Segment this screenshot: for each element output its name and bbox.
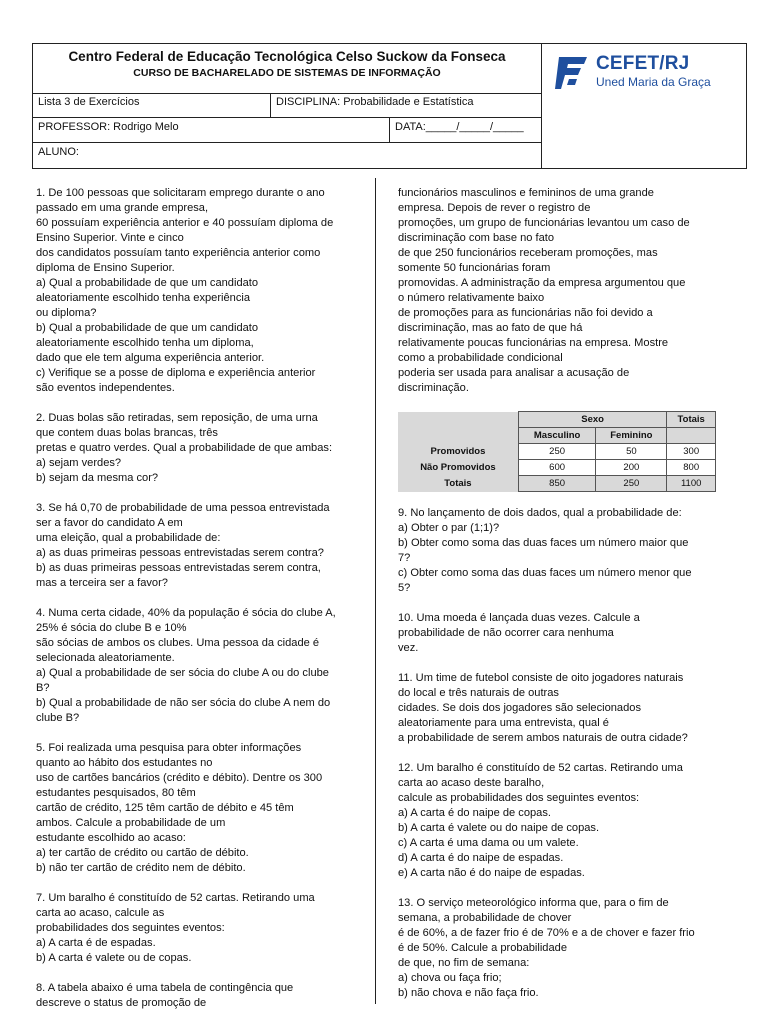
question-line: b) A carta é valete ou do naipe de copas. [398, 822, 600, 834]
question-line: quanto ao hábito dos estudantes no [36, 757, 213, 769]
cell-masculino: 850 [518, 476, 595, 492]
question-block [398, 896, 738, 1001]
question-block [36, 186, 371, 396]
question-line: 60 possuíam experiência anterior e 40 possuíam diploma de [36, 217, 334, 229]
question-line: dos candidatos possuíam tanto experiência anterior como [36, 247, 321, 259]
list-label: Lista 3 de Exercícios [38, 96, 140, 108]
question-line: 5. Foi realizada uma pesquisa para obter informações [36, 742, 302, 754]
question-line: d) A carta é do naipe de espadas. [398, 852, 564, 864]
cell-feminino: 50 [596, 444, 667, 460]
question-line: a) sejam verdes? [36, 457, 122, 469]
question-block [36, 741, 371, 876]
question-line: uso de cartões bancários (crédito e débito). Dentre os 300 [36, 772, 323, 784]
course-name: CURSO DE BACHARELADO DE SISTEMAS DE INFORMAÇÃO [133, 67, 441, 79]
question-line: de que, no fim de semana: [398, 957, 530, 969]
question-line: ambos. Calcule a probabilidade de um [36, 817, 226, 829]
cell-total: 300 [667, 444, 716, 460]
question-line: aleatoriamente escolhido tenha experiência [36, 292, 251, 304]
question-line: clube B? [36, 712, 80, 724]
question-line: b) Obter como soma das duas faces um número maior que [398, 537, 689, 549]
cell-total: 800 [667, 460, 716, 476]
header-divider-logo [541, 44, 542, 168]
question-block [398, 506, 738, 596]
question-line: poderia ser usada para analisar a acusação de [398, 367, 630, 379]
question-line: uma eleição, qual a probabilidade de: [36, 532, 221, 544]
question-block [398, 761, 738, 881]
header-totais: Totais [667, 412, 716, 428]
question-line: como a probabilidade condicional [398, 352, 563, 364]
question-line: 13. O serviço meteorológico informa que, para o fim de [398, 897, 669, 909]
header-sexo: Sexo [518, 412, 667, 428]
question-line: discriminação com base no fato [398, 232, 555, 244]
cefet-logo-icon [555, 55, 589, 91]
question-line: é de 50%. Calcule a probabilidade [398, 942, 567, 954]
question-line: b) Qual a probabilidade de que um candidato [36, 322, 259, 334]
question-line: 11. Um time de futebol consiste de oito jogadores naturais [398, 672, 684, 684]
question-block [36, 891, 371, 966]
question-block [398, 611, 738, 656]
question-line: B? [36, 682, 50, 694]
date-field: DATA:_____/_____/_____ [395, 121, 524, 133]
question-line: estudante escolhido ao acaso: [36, 832, 186, 844]
question-line: cartão de crédito, 125 têm cartão de débito e 45 têm [36, 802, 294, 814]
question-line: a) ter cartão de crédito ou cartão de débito. [36, 847, 249, 859]
question-line: de que 250 funcionários receberam promoções, mas [398, 247, 658, 259]
question-line: promoções, um grupo de funcionárias levantou um caso de [398, 217, 690, 229]
question-line: b) as duas primeiras pessoas entrevistadas serem contra, [36, 562, 321, 574]
question-line: 8. A tabela abaixo é uma tabela de contingência que [36, 982, 294, 994]
table-corner [398, 428, 518, 444]
question-line: do local e três naturais de outras [398, 687, 559, 699]
question-line: promovidas. A administração da empresa argumentou que [398, 277, 686, 289]
question-block [398, 671, 738, 746]
question-line: cidades. Se dois dos jogadores são selecionados [398, 702, 641, 714]
question-line: probabilidade de não ocorrer cara nenhuma [398, 627, 614, 639]
question-line: b) Qual a probabilidade de não ser sócia do clube A nem do [36, 697, 331, 709]
table-row [398, 476, 716, 492]
question-line: discriminação, mas ao fato de que há [398, 322, 583, 334]
row-label: Não Promovidos [398, 460, 518, 476]
question-line: semana, a probabilidade de chover [398, 912, 572, 924]
question-line: a) Qual a probabilidade de que um candidato [36, 277, 259, 289]
header-feminino: Feminino [596, 428, 667, 444]
question-line: 9. No lançamento de dois dados, qual a probabilidade de: [398, 507, 682, 519]
institution-name: Centro Federal de Educação Tecnológica Celso Suckow da Fonseca [68, 49, 506, 64]
question-line: somente 50 funcionárias foram [398, 262, 551, 274]
question-line: a probabilidade de serem ambos naturais de outra cidade? [398, 732, 688, 744]
table-row [398, 444, 716, 460]
question-line: b) não chova e não faça frio. [398, 987, 539, 999]
logo-subtitle: Uned Maria da Graça [596, 75, 711, 89]
question-line: c) Obter como soma das duas faces um número menor que [398, 567, 692, 579]
question-line: discriminação. [398, 382, 469, 394]
cell-feminino: 200 [596, 460, 667, 476]
cell-feminino: 250 [596, 476, 667, 492]
question-line: que contem duas bolas brancas, três [36, 427, 218, 439]
question-line: é de 60%, a de fazer frio é de 70% e a de chover e fazer frio [398, 927, 695, 939]
table-corner [398, 412, 518, 428]
question-line: carta ao acaso, calcule as [36, 907, 165, 919]
professor-label: PROFESSOR: Rodrigo Melo [38, 121, 179, 133]
cell-total: 1100 [667, 476, 716, 492]
question-block [36, 981, 371, 1011]
question-line: aleatoriamente para uma entrevista, qual é [398, 717, 609, 729]
question-line: 7? [398, 552, 411, 564]
question-line: c) Verifique se a posse de diploma e experiência anterior [36, 367, 316, 379]
header-cell-divider [270, 93, 271, 117]
row-label: Promovidos [398, 444, 518, 460]
question-line: ser a favor do candidato A em [36, 517, 183, 529]
question-line: a) Qual a probabilidade de ser sócia do clube A ou do clube [36, 667, 329, 679]
question-line: a) chova ou faça frio; [398, 972, 502, 984]
question-line: passado em uma grande empresa, [36, 202, 209, 214]
question-line: b) A carta é valete ou de copas. [36, 952, 192, 964]
question-line: 4. Numa certa cidade, 40% da população é sócia do clube A, [36, 607, 336, 619]
question-line: de promoções para as funcionárias não foi devido a [398, 307, 653, 319]
student-field: ALUNO: [38, 146, 79, 158]
question-line: vez. [398, 642, 419, 654]
question-line: pretas e quatro verdes. Qual a probabilidade de que ambas: [36, 442, 333, 454]
header-cell-divider [389, 117, 390, 142]
question-line: selecionada aleatoriamente. [36, 652, 175, 664]
question-line: carta ao acaso deste baralho, [398, 777, 545, 789]
question-block [36, 411, 371, 486]
question-line: Ensino Superior. Vinte e cinco [36, 232, 184, 244]
question-line: ou diploma? [36, 307, 97, 319]
question-line: 7. Um baralho é constituído de 52 cartas. Retirando uma [36, 892, 315, 904]
question-line: estudantes pesquisados, 80 têm [36, 787, 196, 799]
question-line: b) não ter cartão de crédito nem de débito. [36, 862, 246, 874]
question-line: a) as duas primeiras pessoas entrevistadas serem contra? [36, 547, 324, 559]
question-line: 3. Se há 0,70 de probabilidade de uma pessoa entrevistada [36, 502, 330, 514]
discipline-label: DISCIPLINA: Probabilidade e Estatística [276, 96, 474, 108]
question-line: a) Obter o par (1;1)? [398, 522, 500, 534]
question-line: probabilidades dos seguintes eventos: [36, 922, 225, 934]
question-8-continued [398, 186, 738, 396]
question-line: são sócias de ambos os clubes. Uma pessoa da cidade é [36, 637, 320, 649]
question-line: e) A carta não é do naipe de espadas. [398, 867, 585, 879]
column-divider [375, 178, 376, 1004]
question-line: 10. Uma moeda é lançada duas vezes. Calcule a [398, 612, 640, 624]
header-row-line [33, 117, 541, 118]
question-line: empresa. Depois de rever o registro de [398, 202, 591, 214]
question-line: 1. De 100 pessoas que solicitaram emprego durante o ano [36, 187, 325, 199]
question-line: 25% é sócia do clube B e 10% [36, 622, 187, 634]
question-line: a) A carta é de espadas. [36, 937, 156, 949]
question-line: aleatoriamente escolhido tenha um diploma, [36, 337, 254, 349]
question-line: relativamente poucas funcionárias na empresa. Mostre [398, 337, 669, 349]
question-line: descreve o status de promoção de [36, 997, 207, 1009]
question-line: 12. Um baralho é constituído de 52 cartas. Retirando uma [398, 762, 683, 774]
header-masculino: Masculino [518, 428, 595, 444]
cell-masculino: 250 [518, 444, 595, 460]
question-line: c) A carta é uma dama ou um valete. [398, 837, 579, 849]
question-line: calcule as probabilidades dos seguintes eventos: [398, 792, 640, 804]
question-line: diploma de Ensino Superior. [36, 262, 175, 274]
table-row [398, 460, 716, 476]
question-line: 5? [398, 582, 411, 594]
right-questions [398, 506, 738, 1001]
header-row-line [33, 93, 541, 94]
contingency-table [398, 411, 716, 492]
left-column [36, 186, 371, 1026]
question-block [36, 606, 371, 726]
question-line: o número relativamente baixo [398, 292, 545, 304]
header-totais-empty [667, 428, 716, 444]
question-line: a) A carta é do naipe de copas. [398, 807, 551, 819]
logo-name: CEFET/RJ [596, 53, 690, 74]
row-label: Totais [398, 476, 518, 492]
question-line: dado que ele tem alguma experiência anterior. [36, 352, 265, 364]
question-line: b) sejam da mesma cor? [36, 472, 159, 484]
question-line: são eventos independentes. [36, 382, 175, 394]
header-row-line [33, 142, 541, 143]
cell-masculino: 600 [518, 460, 595, 476]
right-column [398, 186, 738, 1016]
question-line: funcionários masculinos e femininos de uma grande [398, 187, 654, 199]
question-line: 2. Duas bolas são retiradas, sem reposição, de uma urna [36, 412, 318, 424]
question-block [36, 501, 371, 591]
question-line: mas a terceira ser a favor? [36, 577, 168, 589]
